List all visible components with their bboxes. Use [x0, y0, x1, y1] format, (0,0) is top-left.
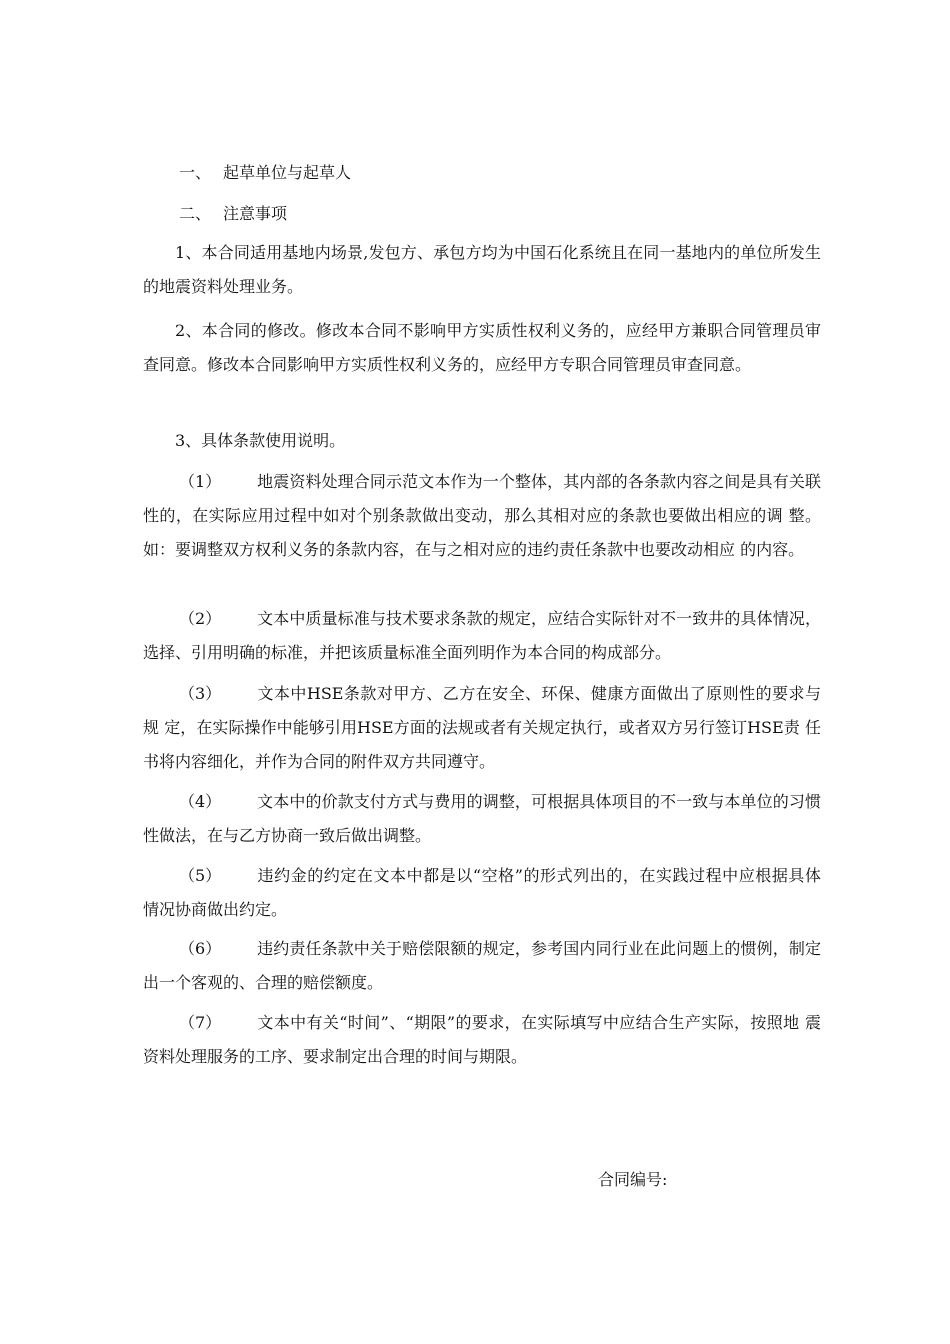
- item-text: 文本中HSE条款对甲方、乙方在安全、环保、健康方面做出了原则性的要求与规 定，在实际操作中能够引用HSE方面的法规或者有关规定执行，或者双方另行签订HSE责 任书将内容细化，并作为合同的附件双方共同遵守。: [143, 684, 821, 771]
- list-item: [143, 602, 821, 670]
- item-text: 文本中有关“时间”、“期限”的要求，在实际填写中应结合生产实际，按照地 震资料处理服务的工序、要求制定出合理的时间与期限。: [143, 1013, 821, 1066]
- item-number: （6）: [179, 939, 222, 958]
- item-text: 文本中质量标准与技术要求条款的规定，应结合实际针对不一致井的具体情况， 选择、引用明确的标准，并把该质量标准全面列明作为本合同的构成部分。: [143, 609, 821, 662]
- heading-number: 二、: [179, 204, 212, 223]
- list-item: [143, 465, 821, 567]
- item-number: （7）: [179, 1013, 222, 1032]
- list-item: [143, 932, 821, 1000]
- item-text: 违约金的约定在文本中都是以“空格”的形式列出的，在实践过程中应根据具体 情况协商做出约定。: [143, 866, 821, 919]
- item-number: （3）: [179, 684, 222, 703]
- heading-text: 起草单位与起草人: [223, 163, 352, 182]
- paragraph-modification: 2、本合同的修改。修改本合同不影响甲方实质性权利义务的，应经甲方兼职合同管理员审查同意。修改本合同影响甲方实质性权利义务的，应经甲方专职合同管理员审查同意。: [143, 321, 821, 374]
- heading-text: 注意事项: [223, 204, 288, 223]
- item-number: （2）: [179, 609, 222, 628]
- item-number: （1）: [179, 472, 222, 491]
- heading-number: 一、: [179, 163, 212, 182]
- list-item: [143, 785, 821, 853]
- paragraph-clause-usage: 3、具体条款使用说明。: [175, 431, 346, 450]
- item-text: 文本中的价款支付方式与费用的调整，可根据具体项目的不一致与本单位的习惯 性做法，在与乙方协商一致后做出调整。: [143, 792, 821, 845]
- list-item: [143, 859, 821, 927]
- list-item: [143, 677, 821, 779]
- item-number: （4）: [179, 792, 222, 811]
- list-item: [143, 1006, 821, 1074]
- item-text: 违约责任条款中关于赔偿限额的规定，参考国内同行业在此问题上的惯例，制定 出一个客观的、合理的赔偿额度。: [143, 939, 821, 992]
- item-number: （5）: [179, 866, 222, 885]
- contract-number-label: 合同编号:: [598, 1170, 668, 1189]
- item-text: 地震资料处理合同示范文本作为一个整体，其内部的各条款内容之间是具有关联 性的，在实际应用过程中如对个别条款做出变动，那么其相对应的条款也要做出相应的调 整。如：要调整双方权利义务的条款内容，在与之相对应的违约责任条款中也要改动相应 的内容。: [143, 472, 821, 559]
- heading-drafter: [179, 163, 351, 183]
- paragraph-scope: 1、本合同适用基地内场景,发包方、承包方均为中国石化系统且在同一基地内的单位所发生的地震资料处理业务。: [143, 243, 821, 296]
- heading-notes: [179, 204, 287, 224]
